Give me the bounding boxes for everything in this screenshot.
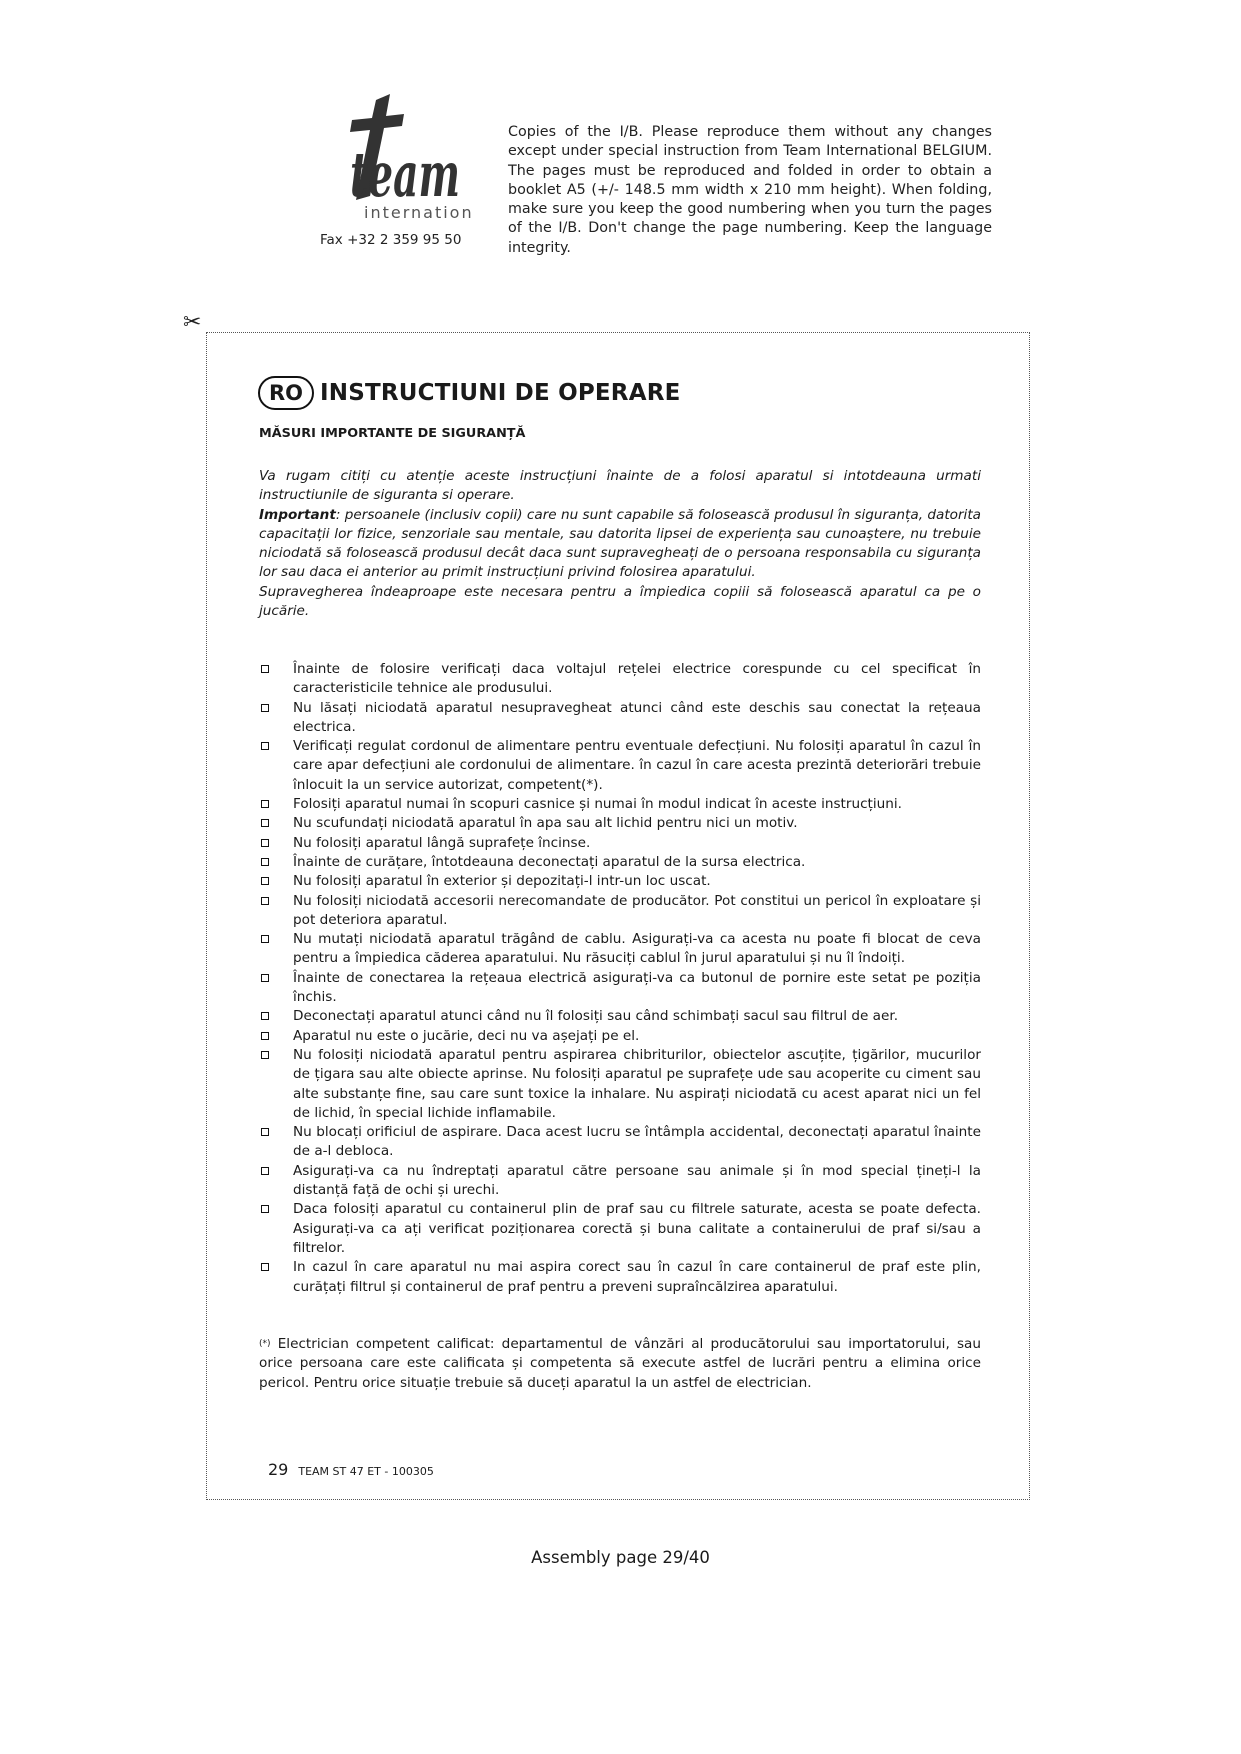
list-item-text: Nu folosiți niciodată aparatul pentru aspirarea chibriturilor, obiectelor ascuțite, țigărilor, mucurilor de țigara sau alte obiecte aprinse. Nu folosiți aparatul pe suprafețe ude sau acoperite cu ciment sau alte substanțe fine, sau care sunt toxice la inhalare. Nu aspirați niciodată cu acest aparat nici un fel de lichid, în special lichide inflamabile. (293, 1046, 981, 1121)
document-heading (258, 373, 681, 413)
fax-number: Fax +32 2 359 95 50 (320, 232, 462, 248)
list-item (259, 1027, 981, 1046)
list-item (259, 814, 981, 833)
list-item-text: Asigurați-va ca nu îndreptați aparatul către persoane sau animale și în mod special țineți-l la distanță față de ochi și urechi. (293, 1162, 981, 1199)
supervision-paragraph: Supravegherea îndeaproape este necesara pentru a împiedica copiii să folosească aparatul ca pe o jucărie. (259, 583, 981, 620)
list-item (259, 1162, 981, 1201)
list-item (259, 853, 981, 872)
checkbox-bullet-icon (261, 839, 269, 847)
footnote-text: Electrician competent calificat: departamentul de vânzări al producătorului sau importatorului, sau orice persoana care este calificata și competenta să execute astfel de lucrări pentru a elimina orice pericol. Pentru orice situație trebuie să duceți aparatul la un astfel de electrician. (259, 1336, 981, 1391)
language-badge: RO (258, 376, 314, 410)
list-item-text: Înainte de conectarea la rețeaua electrică asigurați-va ca butonul de pornire este setat pe poziția închis. (293, 969, 981, 1006)
list-item-text: Folosiți aparatul numai în scopuri casnice și numai în modul indicat în aceste instrucțiuni. (293, 796, 902, 813)
list-item-text: Verificați regulat cordonul de alimentare pentru eventuale defecțiuni. Nu folosiți aparatul în cazul în care apar defecțiuni ale cordonului de alimentare. în cazul în care acesta prezintă deteriorări trebuie înlocuit la un service autorizat, competent(*). (293, 738, 981, 793)
assembly-page-label: Assembly page 29/40 (531, 1548, 710, 1567)
list-item-text: Înainte de folosire verificați daca voltajul rețelei electrice corespunde cu cel specificat în caracteristicile tehnice ale produsului. (293, 661, 981, 697)
team-logo-mark (316, 92, 472, 230)
model-code: TEAM ST 47 ET - 100305 (298, 1465, 434, 1478)
list-item-text: Nu mutați niciodată aparatul trăgând de cablu. Asigurați-va ca acesta nu poate fi blocat de ceva pentru a împiedica căderea aparatului. Nu răsuciți cablul în jurul aparatului și nu îl îndoiți. (293, 931, 981, 967)
logo-subtext: internation (364, 203, 472, 222)
list-item (259, 795, 981, 814)
checkbox-bullet-icon (261, 935, 269, 943)
checkbox-bullet-icon (261, 1012, 269, 1020)
list-item-text: Deconectați aparatul atunci când nu îl folosiți sau când schimbați sacul sau filtrul de aer. (293, 1008, 899, 1025)
list-item-text: Nu folosiți aparatul în exterior și depozitați-l intr-un loc uscat. (293, 873, 711, 890)
list-item (259, 1200, 981, 1258)
checkbox-bullet-icon (261, 858, 269, 866)
section-subtitle: MĂSURI IMPORTANTE DE SIGURANȚĂ (259, 426, 526, 441)
checkbox-bullet-icon (261, 819, 269, 827)
checkbox-bullet-icon (261, 897, 269, 905)
safety-list (259, 660, 981, 1297)
list-item-text: Nu scufundați niciodată aparatul în apa sau alt lichid pentru nici un motiv. (293, 815, 798, 832)
checkbox-bullet-icon (261, 665, 269, 673)
list-item (259, 660, 981, 699)
copies-note: Copies of the I/B. Please reproduce them without any changes except under special instruction from Team International BELGIUM. The pages must be reproduced and folded in order to obtain a booklet A5 (+/- 148.5 mm width x 210 mm height). When folding, make sure you keep the good numbering when you turn the pages of the I/B. Don't change the page numbering. Keep the language integrity. (508, 124, 992, 256)
list-item (259, 1123, 981, 1162)
checkbox-bullet-icon (261, 1032, 269, 1040)
list-item-text: Nu folosiți aparatul lângă suprafețe încinse. (293, 834, 591, 851)
team-international-logo (316, 92, 472, 230)
list-item (259, 834, 981, 853)
page-footer (268, 1460, 434, 1479)
checkbox-bullet-icon (261, 742, 269, 750)
list-item (259, 930, 981, 969)
checkbox-bullet-icon (261, 1167, 269, 1175)
checkbox-bullet-icon (261, 704, 269, 712)
intro-paragraph: Va rugam citiți cu atenție aceste instrucțiuni înainte de a folosi aparatul si intotdeauna urmati instructiunile de siguranta si operare. (259, 468, 981, 504)
checkbox-bullet-icon (261, 1128, 269, 1136)
scissors-icon: ✂ (183, 310, 202, 335)
checkbox-bullet-icon (261, 877, 269, 885)
list-item-text: Nu folosiți niciodată accesorii nerecomandate de producător. Pot constitui un pericol în exploatare și pot deteriora aparatul. (293, 892, 981, 928)
checkbox-bullet-icon (261, 974, 269, 982)
list-item (259, 1046, 981, 1123)
list-item (259, 872, 981, 891)
electrician-footnote (259, 1335, 981, 1393)
list-item (259, 892, 981, 931)
list-item-text: Nu blocați orificiul de aspirare. Daca acest lucru se întâmpla accidental, deconectați aparatul înainte de a-l debloca. (293, 1124, 981, 1160)
list-item (259, 969, 981, 1008)
logo-wordmark: team (350, 138, 460, 211)
list-item (259, 1258, 981, 1297)
checkbox-bullet-icon (261, 1051, 269, 1059)
list-item-text: In cazul în care aparatul nu mai aspira corect sau în cazul în care containerul de praf este plin, curățați filtrul și containerul de praf pentru a preveni supraîncălzirea aparatului. (293, 1259, 981, 1295)
page-number: 29 (268, 1460, 289, 1479)
important-paragraph (259, 506, 981, 583)
list-item-text: Înainte de curățare, întotdeauna deconectați aparatul de la sursa electrica. (293, 853, 806, 870)
checkbox-bullet-icon (261, 1205, 269, 1213)
list-item-text: Daca folosiți aparatul cu containerul plin de praf sau cu filtrele saturate, acesta se poate defecta. Asigurați-va ca ați verificat poziționarea corectă și buna calitate a containerului de praf si/sau a filtrelor. (293, 1201, 981, 1256)
list-item (259, 737, 981, 795)
list-item (259, 699, 981, 738)
list-item-text: Nu lăsați niciodată aparatul nesupravegheat atunci când este deschis sau conectat la rețeaua electrica. (293, 699, 981, 735)
checkbox-bullet-icon (261, 800, 269, 808)
checkbox-bullet-icon (261, 1263, 269, 1271)
page-title: INSTRUCTIUNI DE OPERARE (320, 380, 681, 406)
list-item-text: Aparatul nu este o jucărie, deci nu va așejați pe el. (293, 1027, 640, 1044)
important-label: Important (259, 506, 336, 523)
important-text: : persoanele (inclusiv copii) care nu sunt capabile să folosească produsul în siguranța, datorita capacitații lor fizice, senzoriale sau mentale, sau datorita lipsei de experiența sau cunoaștere, nu trebuie niciodată să folosească produsul decât daca sunt supravegheați de o persoana responsabila cu siguranța lor sau daca ei anterior au primit instrucțiuni privind folosirea aparatului. (259, 506, 981, 581)
intro-paragraphs (259, 467, 981, 621)
list-item (259, 1007, 981, 1026)
footnote-mark: (*) (259, 1339, 271, 1349)
